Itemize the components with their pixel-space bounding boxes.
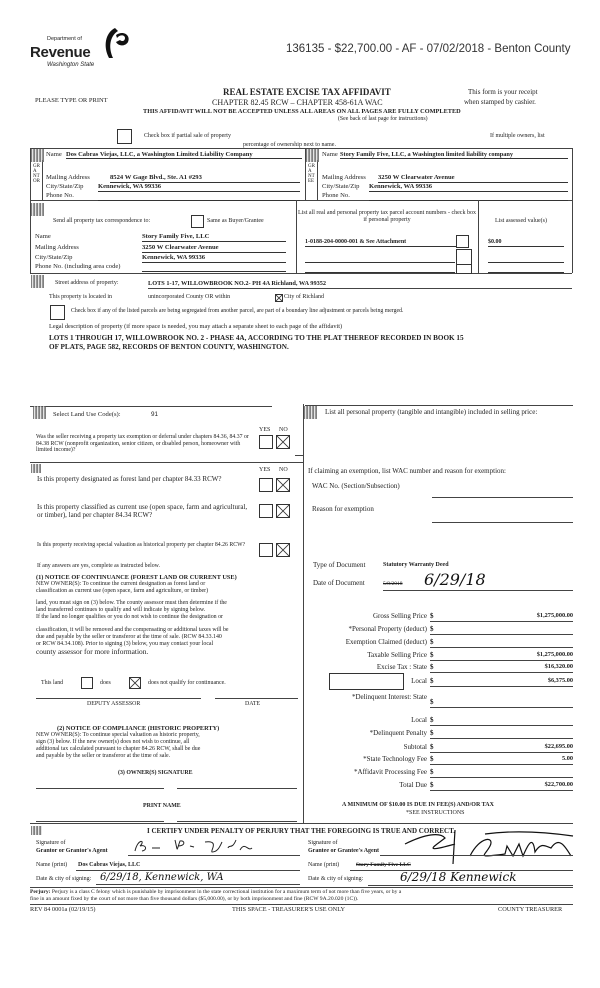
section-1-barcode-icon [31, 149, 44, 162]
form-id: REV 84 0001a (02/19/15) [30, 906, 96, 913]
certify-heading: I CERTIFY UNDER PENALTY OF PERJURY THAT THE FOREGOING IS TRUE AND CORRECT. [147, 827, 456, 835]
currency-symbol: $ [430, 651, 434, 659]
does-qualify-checkbox[interactable] [81, 677, 93, 689]
grantee-name-label: Name (print) [308, 862, 340, 868]
currency-symbol: $ [430, 625, 434, 633]
tax-row-label: Local [411, 677, 427, 685]
parcels-header: List all real and personal property tax parcel account numbers - check box if personal property [298, 210, 476, 223]
grantor-name-label: Name (print) [36, 862, 68, 868]
tax-row-label: Exemption Claimed (deduct) [345, 638, 427, 646]
legal-label: Legal description of property (if more space is needed, you may attach a separate sheet to each page of the affidavit) [49, 323, 343, 330]
recording-stamp-line: 136135 - $22,700.00 - AF - 07/02/2018 - Benton County [286, 43, 571, 55]
assessed-value-field[interactable] [488, 254, 564, 263]
corr-phone-label: Phone No. (including area code) [35, 263, 121, 270]
currency-symbol: $ [430, 638, 434, 646]
form-title: REAL ESTATE EXCISE TAX AFFIDAVIT [223, 87, 391, 97]
local-code-box[interactable] [329, 673, 404, 690]
same-as-buyer-checkbox[interactable] [191, 215, 204, 228]
currency-symbol: $ [430, 716, 434, 724]
grantee-name-field[interactable]: Story Family Five, LLC, a Washington limited liability company [340, 151, 568, 159]
notice-1-text: or RCW 84.34.108). Prior to signing (3) below, you may contact your local [36, 641, 214, 647]
tax-row-label: *Affidavit Processing Fee [354, 768, 427, 776]
grantor-city-label: City/State/Zip [46, 183, 84, 190]
grantor-phone-label: Phone No. [46, 192, 74, 199]
grantee-side-label: GRANTEE [308, 164, 315, 184]
tax-row-value[interactable]: 5.00 [561, 755, 573, 762]
personal-property-checkbox[interactable] [456, 235, 469, 248]
grantor-side-label: GRANTOR [33, 164, 40, 184]
owner-signature-label: (3) OWNER(S) SIGNATURE [118, 770, 193, 776]
form-warning: THIS AFFIDAVIT WILL NOT BE ACCEPTED UNLESS ALL AREAS ON ALL PAGES ARE FULLY COMPLETED [143, 108, 461, 115]
receipt-note-2: when stamped by cashier. [464, 98, 536, 106]
currency-symbol: $ [430, 677, 434, 685]
multiple-owners-note-2: percentage of ownership next to name. [243, 142, 336, 148]
logo-line2: Revenue [30, 44, 91, 61]
doc-date-label: Date of Document [313, 579, 365, 587]
reason-field[interactable] [432, 522, 573, 523]
exemption-yes-checkbox[interactable] [259, 435, 273, 449]
current-use-yes-checkbox[interactable] [259, 504, 273, 518]
notice-1-text: due and payable by the seller or transferor at the time of sale. (RCW 84.33.140 [36, 634, 222, 640]
assessed-value-field[interactable] [488, 264, 564, 273]
located-text: unincorporated County OR within [148, 294, 231, 300]
tax-row-label: *Delinquent Penalty [369, 729, 427, 737]
grantee-name-print[interactable]: Story Family Five LLC [356, 862, 411, 868]
currency-symbol: $ [430, 698, 434, 706]
grantee-mailing-field[interactable]: 3250 W Clearwater Avenue [378, 174, 568, 183]
city-label: City of Richland [284, 294, 324, 300]
parcel-number-field[interactable] [305, 254, 455, 263]
wac-field[interactable] [432, 497, 573, 498]
grantor-mailing-label: Mailing Address [46, 174, 90, 181]
perjury-label: Perjury: [30, 889, 51, 895]
grantee-city-label: City/State/Zip [322, 183, 360, 190]
correspondence-label: Send all property tax correspondence to: [53, 218, 151, 224]
print-name-label: PRINT NAME [143, 803, 181, 809]
reason-label: Reason for exemption [312, 505, 374, 513]
grantee-mailing-label: Mailing Address [322, 174, 366, 181]
q-forest-text: Is this property designated as forest land per chapter 84.33 RCW? [37, 475, 222, 483]
currency-symbol: $ [430, 729, 434, 737]
doc-date-handwritten[interactable]: 6/29/18 [424, 570, 486, 589]
currency-symbol: $ [430, 768, 434, 776]
tax-row-label: Excise Tax : State [376, 663, 427, 671]
partial-sale-label: Check box if partial sale of property [144, 133, 231, 139]
notice-2-text: and payable by the seller or transferor at the time of sale. [36, 753, 171, 759]
this-land-label: This land [41, 680, 64, 686]
q-current-use-text: Is this property classified as current use (open space, farm and agricultural, or timber), land per chapter 84.34 RCW? [37, 503, 248, 520]
currency-symbol: $ [430, 663, 434, 671]
personal-property-checkbox[interactable] [456, 264, 472, 274]
see-instructions-note: *SEE INSTRUCTIONS [406, 810, 465, 816]
street-label: Street address of property: [55, 280, 119, 286]
yes-header-2: YES [259, 467, 271, 473]
doc-type-field[interactable]: Statutory Warranty Deed [383, 562, 449, 568]
grantee-sig-label-2: Grantee or Grantee's Agent [308, 848, 380, 854]
grantor-name-field[interactable]: Dos Cabras Viejas, LLC, a Washington Limited Liability Company [66, 151, 302, 159]
same-as-buyer-label: Same as Buyer/Grantee [207, 218, 264, 224]
grantor-sig-label: Signature of [36, 840, 66, 846]
tax-row-label: *Delinquent Interest: State [351, 693, 427, 701]
tax-row-value[interactable]: $22,700.00 [544, 781, 573, 788]
tax-row-value[interactable]: $22,695.00 [544, 743, 573, 750]
perjury-text: Perjury is a class C felony which is punishable by imprisonment in the state correctional institution for a maximum term of not more than five years, or by a [51, 889, 402, 895]
tax-row-label: Taxable Selling Price [367, 651, 427, 659]
located-label: This property is located in [49, 294, 112, 300]
no-header: NO [279, 427, 288, 433]
notice-2-title: (2) NOTICE OF COMPLIANCE (HISTORIC PROPERTY) [57, 725, 220, 732]
tax-row-label: *State Technology Fee [363, 755, 427, 763]
multiple-owners-note: If multiple owners, list [490, 133, 545, 139]
deputy-assessor-label: DEPUTY ASSESSOR [87, 701, 141, 707]
tax-row-value[interactable]: $1,275,000.00 [536, 651, 573, 658]
assessed-header: List assessed value(s) [495, 218, 547, 224]
land-use-code[interactable]: 91 [151, 411, 159, 418]
historic-yes-checkbox[interactable] [259, 543, 273, 557]
corr-mailing-label: Mailing Address [35, 244, 79, 251]
corr-city-field[interactable]: Kennewick, WA 99336 [142, 254, 286, 263]
grantee-date-city[interactable]: 6/29/18 Kennewick [400, 870, 517, 884]
legal-description-line-2: OF PLATS, PAGE 582, RECORDS OF BENTON COUNTY, WASHINGTON. [49, 343, 289, 351]
see-back-note: (See back of last page for instructions) [338, 116, 428, 122]
corr-name-label: Name [35, 233, 51, 240]
minimum-due-note: A MINIMUM OF $10.00 IS DUE IN FEE(S) AND/OR TAX [342, 802, 494, 808]
treasurer-space-label: THIS SPACE - TREASURER'S USE ONLY [232, 906, 345, 913]
form-chapter: CHAPTER 82.45 RCW – CHAPTER 458-61A WAC [212, 98, 383, 107]
grantor-name-print[interactable]: Dos Cabras Viejas, LLC [78, 862, 141, 868]
notice-1-title: (1) NOTICE OF CONTINUANCE (FOREST LAND OR CURRENT USE) [36, 574, 237, 581]
doc-type-label: Type of Document [313, 561, 366, 569]
street-field[interactable]: LOTS 1-17, WILLOWBROOK NO.2- PH 4A Richland, WA 99352 [148, 280, 327, 287]
perjury-text-1 [30, 889, 401, 895]
currency-symbol: $ [430, 612, 434, 620]
section-6-barcode-icon [31, 464, 41, 473]
currency-symbol: $ [430, 755, 434, 763]
tax-row-value[interactable]: $1,275,000.00 [536, 612, 573, 619]
personal-property-label: List all personal property (tangible and intangible) included in selling price: [325, 408, 538, 416]
tax-row-label: *Personal Property (deduct) [348, 625, 427, 633]
notice-1-text: classification as current use (open space, farm and agriculture, or timber) [36, 588, 209, 594]
grantee-city-field[interactable]: Kennewick, WA 99336 [369, 183, 568, 192]
no-header-2: NO [279, 467, 288, 473]
current-use-no-checkbox[interactable] [276, 504, 290, 518]
grantee-date-label: Date & city of signing: [308, 876, 364, 882]
parcel-number-field[interactable]: 1-0188-204-0000-001 & See Attachment [305, 239, 460, 247]
currency-symbol: $ [430, 781, 434, 789]
section-5-barcode-icon [33, 406, 46, 419]
logo-line1: Department of [47, 36, 82, 42]
notice-1-text: land transferred continues to qualify and will indicate by signing below. [36, 607, 206, 613]
grantor-mailing-field[interactable]: 8524 W Gage Blvd., Ste. A1 #293 [110, 174, 300, 183]
notice-1-text: If the land no longer qualifies or you do not wish to continue the designation or [36, 614, 223, 620]
notice-1-text: county assessor for more information. [36, 647, 149, 656]
tax-row-label: Local [411, 716, 427, 724]
corr-city-label: City/State/Zip [35, 254, 73, 261]
perjury-text-2: fine in an amount fixed by the court of not more than five thousand dollars ($5,000.00), or by both imprisonment and fine (RCW 9A.20.020 (1C)). [30, 896, 359, 902]
yes-header: YES [259, 427, 271, 433]
grantee-sig-label: Signature of [308, 840, 338, 846]
tax-row-value[interactable]: $16,320.00 [544, 663, 573, 670]
forest-yes-checkbox[interactable] [259, 478, 273, 492]
exemption-label: If claiming an exemption, list WAC number and reason for exemption: [308, 467, 506, 475]
section-8-barcode-icon [31, 826, 42, 835]
section-4-barcode-icon [31, 275, 44, 288]
logo-mark-icon [101, 25, 131, 61]
notice-2-text: NEW OWNER(S): To continue special valuation as historic property, [36, 732, 200, 738]
notice-2-text: sign (3) below. If the new owner(s) does not wish to continue, all [36, 739, 190, 745]
exemption-no-checkbox[interactable] [276, 435, 290, 449]
tax-row-label: Subtotal [403, 743, 427, 751]
if-yes-note: If any answers are yes, complete as instructed below. [37, 563, 160, 569]
parcel-number-field[interactable] [305, 264, 455, 273]
segregated-checkbox[interactable] [50, 305, 65, 320]
historic-no-checkbox[interactable] [276, 543, 290, 557]
section-3-barcode-icon [31, 203, 44, 216]
forest-no-checkbox[interactable] [276, 478, 290, 492]
tax-row-label: Gross Selling Price [372, 612, 427, 620]
grantor-date-city[interactable]: 6/29/18, Kennewick, WA [100, 872, 224, 883]
grantor-signature[interactable] [130, 836, 280, 856]
please-type-label: PLEASE TYPE OR PRINT [35, 97, 108, 104]
currency-symbol: $ [430, 743, 434, 751]
notice-1-text: NEW OWNER(S): To continue the current designation as forest land or [36, 581, 206, 587]
corr-phone-field[interactable] [142, 263, 286, 272]
grantor-name-label: Name [46, 151, 62, 158]
city-checkbox[interactable] [275, 294, 283, 302]
does-label: does [100, 680, 111, 686]
wac-label: WAC No. (Section/Subsection) [312, 482, 400, 490]
personal-property-checkbox[interactable] [456, 249, 472, 265]
tax-row-value[interactable]: $6,375.00 [547, 677, 573, 684]
does-not-qualify-checkbox[interactable] [129, 677, 141, 689]
grantor-city-field[interactable]: Kennewick, WA 99336 [98, 183, 300, 192]
segregated-label: Check box if any of the listed parcels are being segregated from another parcel, are part of a boundary line adjustment or parcels being merged. [71, 308, 404, 314]
does-not-label: does not qualify for continuance. [148, 680, 226, 686]
grantor-sig-label-2: Grantor or Grantor's Agent [36, 848, 108, 854]
grantor-date-label: Date & city of signing: [36, 876, 92, 882]
grantee-signature[interactable] [395, 826, 575, 866]
assessed-value-field[interactable]: $0.00 [488, 239, 564, 247]
county-treasurer-label: COUNTY TREASURER [498, 906, 563, 913]
logo-line3: Washington State [47, 62, 95, 68]
grantee-phone-label: Phone No. [322, 192, 350, 199]
q-historic-text: Is this property receiving special valuation as historical property per chapter 84.26 RCW? [37, 542, 246, 548]
section-2-barcode-icon [306, 149, 319, 162]
corr-name-field[interactable]: Story Family Five, LLC [142, 233, 286, 242]
corr-mailing-field[interactable]: 3250 W Clearwater Avenue [142, 244, 286, 253]
land-use-label: Select Land Use Code(s): [53, 411, 121, 418]
tax-row-label: Total Due [399, 781, 427, 789]
receipt-note-1: This form is your receipt [468, 88, 538, 96]
section-7-barcode-icon [304, 406, 317, 419]
doc-date-struck: 5/8/2018 [383, 581, 403, 587]
date-label: DATE [245, 701, 261, 707]
notice-1-text: land, you must sign on (3) below. The county assessor must then determine if the [36, 600, 227, 606]
notice-2-text: additional tax calculated pursuant to chapter 84.26 RCW, shall be due [36, 746, 201, 752]
legal-description-line-1: LOTS 1 THROUGH 17, WILLOWBROOK NO. 2 - PHASE 4A, ACCORDING TO THE PLAT THEREOF RECORDED IN BOOK 15 [49, 334, 464, 342]
partial-sale-checkbox[interactable] [117, 129, 132, 144]
notice-1-text: classification, it will be removed and the compensating or additional taxes will be [36, 627, 229, 633]
q-exemption-text: Was the seller receiving a property tax exemption or deferral under chapters 84.36, 84.37 or 84.38 RCW (nonprofit organization, senior citizen, or disabled person, homeowner with limited income)? [36, 434, 249, 454]
grantee-name-label: Name [322, 151, 338, 158]
